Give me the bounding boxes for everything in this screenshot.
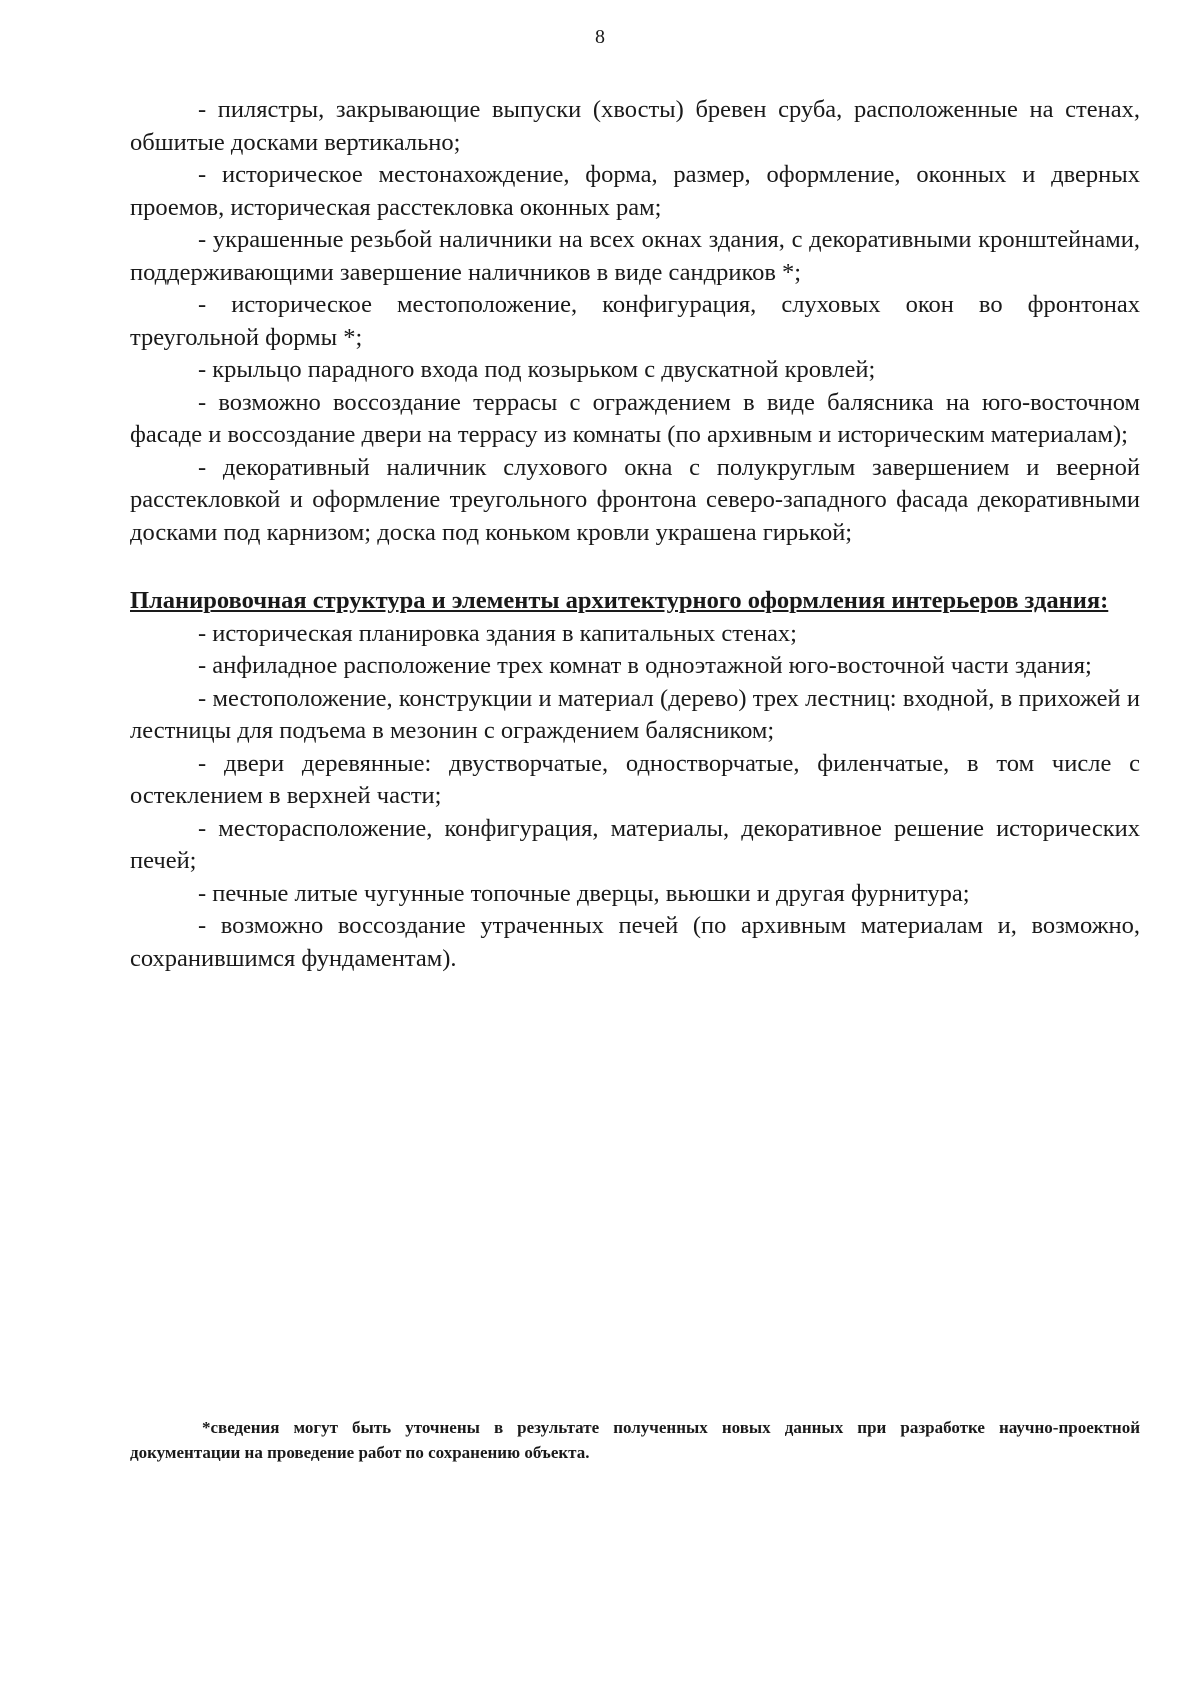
interior-item-stove-hardware: - печные литые чугунные топочные дверцы, вьюшки и другая фурнитура; (198, 879, 970, 907)
interior-item-stoves: - месторасположение, конфигурация, материалы, декоративное решение исторических печей; (130, 814, 1140, 874)
interior-item-lost-stoves: - возможно воссоздание утраченных печей (по архивным материалам и, возможно, сохранившимся фундаментам). (130, 912, 1140, 972)
facade-item-terrace: - возможно воссоздание террасы с ограждением в виде балясника на юго-восточном фасаде и воссоздание двери на террасу из комнаты (по архивным и историческим материалам); (130, 388, 1140, 448)
document-body (130, 94, 1140, 975)
facade-item-pilasters: - пилястры, закрывающие выпуски (хвосты) бревен сруба, расположенные на стенах, обшитые досками вертикально; (130, 96, 1140, 156)
footnote: *сведения могут быть уточнены в результате полученных новых данных при разработке научно-проектной документации на проведение работ по сохранению объекта. (130, 1418, 1140, 1462)
section-heading-interior: Планировочная структура и элементы архитектурного оформления интерьеров здания: (130, 587, 1109, 614)
facade-item-openings: - историческое местонахождение, форма, размер, оформление, оконных и дверных проемов, историческая расстекловка оконных рам; (130, 161, 1140, 221)
facade-item-dormer-trim: - декоративный наличник слухового окна с полукруглым завершением и веерной расстекловкой и оформление треугольного фронтона северо-западного фасада декоративными досками под карнизом; доска под коньком кровли украшена гирькой; (130, 453, 1140, 546)
interior-item-stairs: - местоположение, конструкции и материал (дерево) трех лестниц: входной, в прихожей и лестницы для подъема в мезонин с ограждением балясником; (130, 684, 1140, 744)
interior-item-layout: - историческая планировка здания в капитальных стенах; (198, 619, 797, 647)
interior-item-doors: - двери деревянные: двустворчатые, одностворчатые, филенчатые, в том числе с остеклением в верхней части; (130, 749, 1140, 809)
interior-item-enfilade: - анфиладное расположение трех комнат в одноэтажной юго-восточной части здания; (198, 652, 1092, 679)
facade-item-dormer-windows: - историческое местоположение, конфигурация, слуховых окон во фронтонах треугольной формы *; (130, 291, 1140, 351)
facade-item-porch: - крыльцо парадного входа под козырьком с двускатной кровлей; (198, 356, 876, 383)
facade-item-window-trims: - украшенные резьбой наличники на всех окнах здания, с декоративными кронштейнами, поддерживающими завершение наличников в виде сандриков *; (130, 226, 1140, 286)
page-number: 8 (595, 26, 605, 48)
